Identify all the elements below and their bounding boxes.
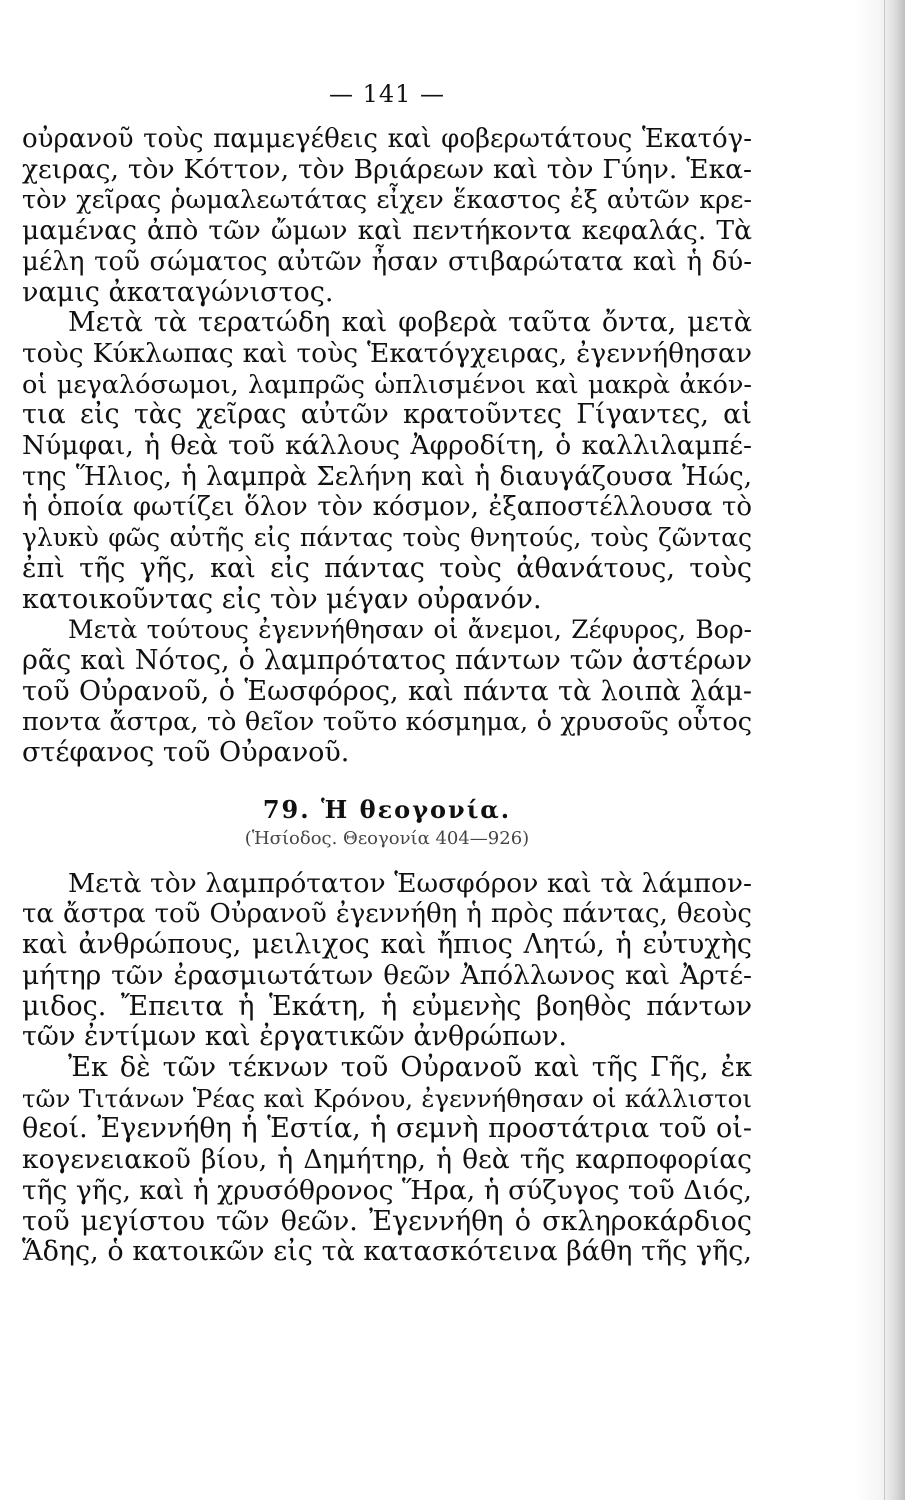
- text-line: της Ἥλιος, ἡ λαμπρὰ Σελήνη καὶ ἡ διαυγάζουσα Ἠώς,: [22, 461, 752, 492]
- paragraph-4: [22, 869, 752, 1053]
- text-line: γλυκὺ φῶς αὐτῆς εἰς πάντας τοὺς θνητούς, τοὺς ζῶντας: [22, 523, 752, 553]
- text-line: Μετὰ τούτους ἐγεννήθησαν οἱ ἄνεμοι, Ζέφυρος, Βορ-: [68, 615, 752, 645]
- text-line: τοῦ μεγίστου τῶν θεῶν. Ἐγεννήθη ὁ σκληροκάρδιος: [22, 1205, 752, 1237]
- paragraph-3: [22, 615, 752, 769]
- text-line: Ἅδης, ὁ κατοικῶν εἰς τὰ κατασκότεινα βάθη τῆς γῆς,: [22, 1236, 752, 1268]
- paragraph-5: [22, 1053, 752, 1268]
- text-line: τια εἰς τὰς χεῖρας αὐτῶν κρατοῦντες Γίγαντες, αἱ: [22, 399, 752, 431]
- text-line: τῆς γῆς, καὶ ἡ χρυσόθρονος Ἥρα, ἡ σύζυγος τοῦ Διός,: [22, 1174, 752, 1206]
- text-line: Μετὰ τὸν λαμπρότατον Ἑωσφόρον καὶ τὰ λάμπον-: [68, 867, 752, 899]
- book-page: [22, 80, 752, 1268]
- paragraph-2: [22, 308, 752, 615]
- text-line: οὐρανοῦ τοὺς παμμεγέθεις καὶ φοβερωτάτους Ἑκατόγ-: [22, 124, 752, 154]
- text-line: καὶ ἀνθρώπους, μειλιχος καὶ ἤπιος Λητώ, ἡ εὐτυχὴς: [22, 929, 752, 961]
- text-line: μέλη τοῦ σώματος αὐτῶν ἦσαν στιβαρώτατα καὶ ἡ δύ-: [22, 246, 752, 277]
- section-title: 79. Ἡ θεογονία.: [262, 794, 512, 824]
- page-number: — 141 —: [328, 80, 446, 108]
- text-line: μαμένας ἀπὸ τῶν ὤμων καὶ πεντήκοντα κεφαλάς. Τὰ: [22, 215, 752, 247]
- text-line: οἱ μεγαλόσωμοι, λαμπρῶς ὡπλισμένοι καὶ μακρὰ ἀκόν-: [22, 369, 752, 400]
- section-source: (Ἡσίοδος. Θεογονία 404—926): [244, 827, 530, 849]
- paragraph-1: [22, 124, 752, 308]
- page-edge-shadow: [855, 0, 905, 1500]
- text-line: στέφανος τοῦ Οὐρανοῦ.: [22, 737, 350, 769]
- text-line: Μετὰ τὰ τερατώδη καὶ φοβερὰ ταῦτα ὄντα, μετὰ: [68, 307, 752, 339]
- text-line: θεοί. Ἐγεννήθη ἡ Ἑστία, ἡ σεμνὴ προστάτρια τοῦ οἰ-: [22, 1113, 752, 1145]
- text-line: ποντα ἄστρα, τὸ θεῖον τοῦτο κόσμημα, ὁ χρυσοῦς οὗτος: [22, 707, 752, 738]
- text-line: χειρας, τὸν Κόττον, τὸν Βριάρεων καὶ τὸν Γύην. Ἑκα-: [22, 153, 752, 185]
- page-edge-line: [884, 0, 885, 1500]
- text-line: τοὺς Κύκλωπας καὶ τοὺς Ἑκατόγχειρας, ἐγεννήθησαν: [22, 337, 752, 369]
- text-line: κογενειακοῦ βίου, ἡ Δημήτηρ, ἡ θεὰ τῆς καρποφορίας: [22, 1144, 752, 1176]
- text-line: μιδος. Ἔπειτα ἡ Ἑκάτη, ἡ εὐμενὴς βοηθὸς πάντων: [22, 990, 752, 1022]
- text-line: μήτηρ τῶν ἐρασμιωτάτων θεῶν Ἀπόλλωνος καὶ Ἀρτέ-: [22, 959, 752, 991]
- text-line: ρᾶς καὶ Νότος, ὁ λαμπρότατος πάντων τῶν ἀστέρων: [22, 644, 752, 676]
- text-line: ναμις ἀκαταγώνιστος.: [22, 276, 334, 308]
- text-line: τῶν Τιτάνων Ῥέας καὶ Κρόνου, ἐγεννήθησαν οἱ κάλλιστοι: [22, 1083, 752, 1113]
- text-line: τα ἄστρα τοῦ Οὐρανοῦ ἐγεννήθη ἡ πρὸς πάντας, θεοὺς: [22, 899, 752, 930]
- text-line: Νύμφαι, ἡ θεὰ τοῦ κάλλους Ἀφροδίτη, ὁ καλλιλαμπέ-: [22, 430, 752, 462]
- text-line: τῶν ἐντίμων καὶ ἐργατικῶν ἀνθρώπων.: [22, 1021, 567, 1053]
- text-line: ἡ ὁποία φωτίζει ὅλον τὸν κόσμον, ἐξαποστέλλουσα τὸ: [22, 492, 752, 523]
- text-line: Ἐκ δὲ τῶν τέκνων τοῦ Οὐρανοῦ καὶ τῆς Γῆς, ἐκ: [68, 1051, 752, 1083]
- text-line: τὸν χεῖρας ῥωμαλεωτάτας εἶχεν ἕκαστος ἐξ αὐτῶν κρε-: [22, 185, 752, 216]
- text-line: τοῦ Οὐρανοῦ, ὁ Ἑωσφόρος, καὶ πάντα τὰ λοιπὰ λάμ-: [22, 675, 752, 707]
- text-line: κατοικοῦντας εἰς τὸν μέγαν οὐρανόν.: [22, 583, 542, 615]
- text-line: ἐπὶ τῆς γῆς, καὶ εἰς πάντας τοὺς ἀθανάτους, τοὺς: [22, 552, 752, 584]
